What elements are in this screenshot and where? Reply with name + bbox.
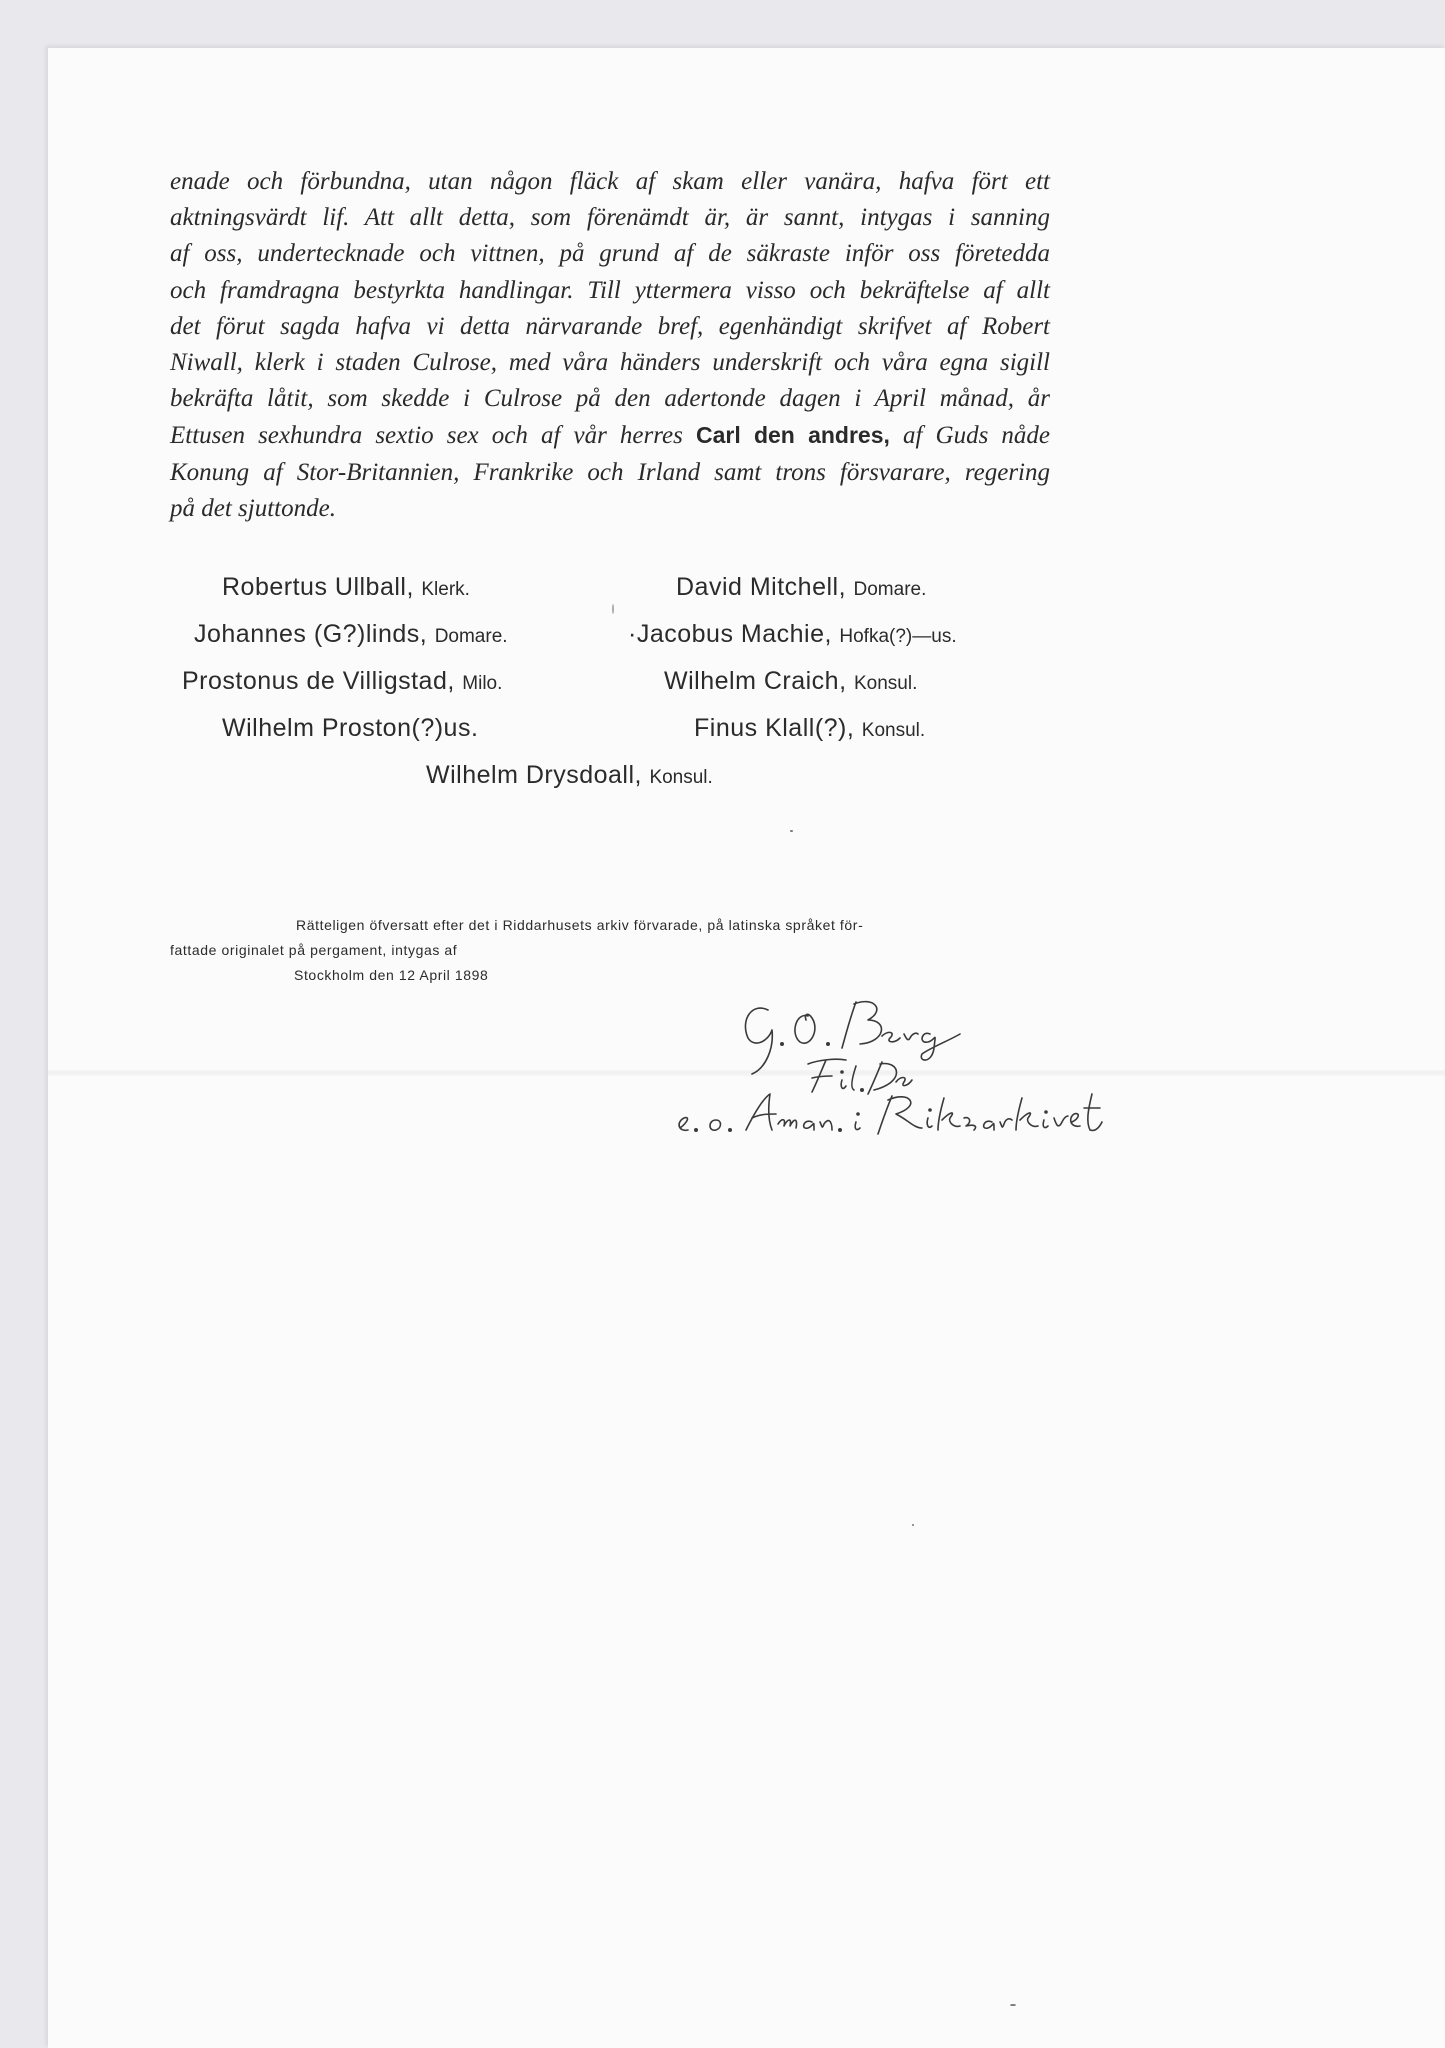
signatory-name: Finus Klall(?), [694, 714, 855, 742]
paper-speck [612, 604, 614, 614]
body-line: bekräfta låtit, som skedde i Culrose på den adertonde dagen i April månad, år [170, 385, 1050, 413]
signatory-name: Prostonus de Villigstad, [182, 667, 455, 695]
signatory-name: Wilhelm Proston(?)us. [222, 714, 479, 742]
body-line-king [170, 417, 1050, 454]
signatory-name: Johannes (G?)linds, [194, 620, 428, 648]
certification-line: Rätteligen öfversatt efter det i Riddarhusets arkiv förvarade, på latinska språket för- [296, 917, 864, 933]
signatory [222, 714, 478, 743]
signatory [194, 620, 508, 649]
signatory-title: Klerk. [421, 579, 470, 600]
signatory-name: David Mitchell, [676, 573, 847, 601]
body-line: det förut sagda hafva vi detta närvarande bref, egenhändigt skrifvet af Robert [170, 312, 1050, 340]
signatory-title: Konsul. [861, 720, 926, 741]
signatory [628, 620, 957, 649]
signatory-title: Milo. [462, 673, 503, 694]
body-line-king-before: Ettusen sexhundra sextio sex och af vår herres [170, 422, 683, 450]
signatory-title: Hofka(?)—us. [839, 626, 957, 647]
signatory-name: Robertus Ullball, [222, 573, 414, 601]
body-line: enade och förbundna, utan någon fläck af skam eller vanära, hafva fört ett [170, 168, 1050, 195]
body-line-final: på det sjuttonde. [170, 494, 336, 522]
paper-speck [912, 1524, 914, 1526]
signatory-title: Domare. [434, 626, 508, 647]
body-line: aktningsvärdt lif. Att allt detta, som förenämdt är, är sannt, intygas i sanning [170, 204, 1050, 232]
signature-drawing [660, 990, 1130, 1140]
signatory-title: Konsul. [649, 767, 713, 788]
certification-date: Stockholm den 12 April 1898 [294, 967, 489, 983]
body-line: Konung af Stor-Britannien, Frankrike och Irland samt trons försvarare, regering [170, 458, 1050, 486]
handwritten-signature [660, 990, 1130, 1145]
body-paragraph [170, 164, 1050, 527]
signatory-name: Wilhelm Drysdoall, [426, 761, 642, 789]
signatory-title: Konsul. [853, 673, 918, 694]
signatory-name: ·Jacobus Machie, [628, 620, 832, 648]
certification-line: fattade originalet på pergament, intygas af [170, 942, 458, 958]
signatory [694, 714, 925, 743]
king-name: Carl den andres, [695, 422, 890, 449]
signatory [664, 667, 917, 696]
signatory [426, 761, 713, 790]
body-line: och framdragna bestyrkta handlingar. Till yttermera visso och bekräftelse af allt [170, 276, 1050, 304]
signatory-name: Wilhelm Craich, [664, 667, 847, 695]
signatory [222, 573, 470, 602]
body-line: Niwall, klerk i staden Culrose, med våra händers underskrift och våra egna sigill [170, 349, 1050, 377]
paper-speck [1010, 2004, 1016, 2006]
body-line-king-after: af Guds nåde [903, 422, 1051, 450]
signatory-title: Domare. [853, 579, 927, 600]
body-line: af oss, undertecknade och vittnen, på grund af de säkraste inför oss företedda [170, 240, 1050, 268]
signatory [182, 667, 502, 696]
paper-speck [790, 830, 793, 832]
signatory [676, 573, 926, 602]
